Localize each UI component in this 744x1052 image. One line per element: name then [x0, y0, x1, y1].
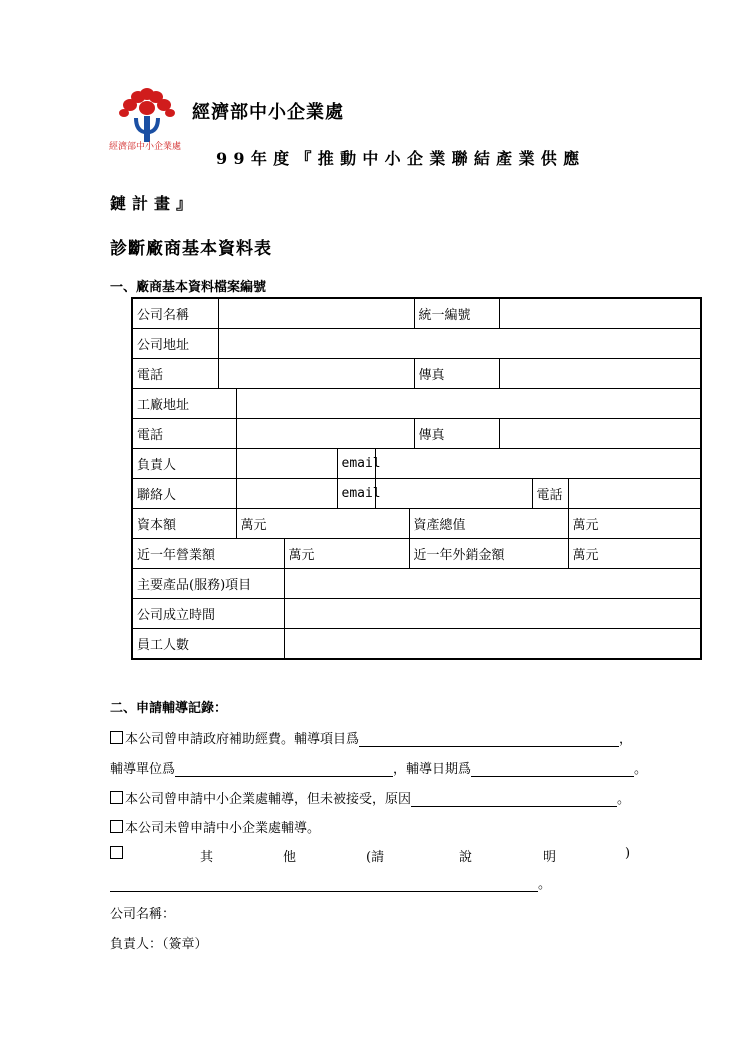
label-contact-email: email [337, 479, 375, 509]
total-assets-unit: 萬元 [572, 518, 599, 533]
label-main-products: 主要產品(服務)項目 [132, 569, 284, 599]
unified-no-field[interactable] [499, 298, 701, 329]
checkbox-gov-subsidy[interactable] [110, 731, 123, 744]
table-row [132, 569, 701, 599]
date-label: ，輔導日期爲 [393, 762, 472, 777]
item1-date-field[interactable] [471, 762, 634, 777]
employees-field[interactable] [284, 629, 701, 660]
company-fax-field[interactable] [499, 359, 701, 389]
annual-revenue-field[interactable] [284, 539, 409, 569]
label-company-name: 公司名稱 [132, 298, 218, 329]
other-explain-field[interactable] [110, 877, 538, 892]
label-company-address: 公司地址 [132, 329, 218, 359]
responsible-person-field[interactable] [236, 449, 337, 479]
other-char: 其 [200, 850, 214, 865]
factory-address-field[interactable] [236, 389, 701, 419]
company-name-field[interactable] [218, 298, 414, 329]
record-item-2-text: 本公司曾申請中小企業處輔導，但未被接受，原因 [125, 792, 412, 807]
label-unified-no: 統一編號 [414, 298, 499, 329]
other-char: 說 [459, 850, 473, 865]
label-company-phone: 電話 [132, 359, 218, 389]
other-char: 明 [543, 850, 557, 865]
export-value-unit: 萬元 [572, 548, 599, 563]
item1-project-field[interactable] [359, 732, 619, 747]
label-company-fax: 傳真 [414, 359, 499, 389]
record-item-1-details [110, 758, 647, 777]
table-row [132, 298, 701, 329]
label-employees: 員工人數 [132, 629, 284, 660]
checkbox-other[interactable] [110, 846, 123, 859]
label-responsible-person: 負責人 [132, 449, 236, 479]
logo-caption: 經濟部中小企業處 [109, 142, 182, 152]
other-char: (請 [366, 850, 385, 865]
label-factory-phone: 電話 [132, 419, 236, 449]
period: 。 [634, 762, 648, 777]
agency-logo-icon [116, 88, 176, 144]
label-contact-phone: 電話 [532, 479, 568, 509]
other-char: 他 [283, 850, 297, 865]
label-responsible-email: email [337, 449, 375, 479]
label-capital: 資本額 [132, 509, 236, 539]
period: 。 [617, 792, 631, 807]
unit-label: 輔導單位爲 [110, 762, 176, 777]
reject-reason-field[interactable] [411, 792, 617, 807]
record-item-1-text: 本公司曾申請政府補助經費。輔導項目爲 [125, 732, 360, 747]
period: 。 [538, 877, 552, 892]
company-phone-field[interactable] [218, 359, 414, 389]
total-assets-field[interactable] [568, 509, 701, 539]
record-item-other [110, 846, 644, 865]
established-field[interactable] [284, 599, 701, 629]
factory-phone-field[interactable] [236, 419, 414, 449]
contact-phone-field[interactable] [568, 479, 701, 509]
company-address-field[interactable] [218, 329, 701, 359]
contact-email-field[interactable] [375, 479, 532, 509]
main-products-field[interactable] [284, 569, 701, 599]
table-row [132, 599, 701, 629]
record-item-2 [110, 788, 630, 807]
table-row [132, 419, 701, 449]
label-contact-person: 聯絡人 [132, 479, 236, 509]
other-char: ) [625, 846, 631, 861]
record-item-1-end: ， [619, 732, 633, 747]
capital-field[interactable] [236, 509, 409, 539]
table-row [132, 389, 701, 419]
export-value-field[interactable] [568, 539, 701, 569]
label-factory-fax: 傳真 [414, 419, 499, 449]
contact-person-field[interactable] [236, 479, 337, 509]
plan-title-line1: 99年度『推動中小企業聯結產業供應 [216, 149, 586, 168]
table-row [132, 449, 701, 479]
factory-fax-field[interactable] [499, 419, 701, 449]
table-row [132, 539, 701, 569]
agency-name: 經濟部中小企業處 [192, 102, 344, 123]
label-factory-address: 工廠地址 [132, 389, 236, 419]
label-annual-revenue: 近一年營業額 [132, 539, 284, 569]
table-row [132, 359, 701, 389]
label-total-assets: 資產總值 [409, 509, 568, 539]
annual-revenue-unit: 萬元 [288, 548, 315, 563]
item1-unit-field[interactable] [175, 762, 393, 777]
label-export-value: 近一年外銷金額 [409, 539, 568, 569]
record-item-other-line [110, 873, 551, 892]
checkbox-never-applied[interactable] [110, 820, 123, 833]
company-info-table [131, 297, 702, 660]
record-item-3-text: 本公司未曾申請中小企業處輔導。 [125, 821, 321, 836]
table-row [132, 479, 701, 509]
table-row [132, 629, 701, 660]
label-established: 公司成立時間 [132, 599, 284, 629]
plan-title-line2: 鏈計畫』 [110, 194, 199, 213]
capital-unit: 萬元 [240, 518, 267, 533]
form-title: 診斷廠商基本資料表 [110, 239, 272, 259]
responsible-sign-label: 負責人：（簽章） [110, 937, 208, 952]
section2-heading: 二、申請輔導記錄： [110, 701, 228, 716]
table-row [132, 509, 701, 539]
responsible-email-field[interactable] [375, 449, 701, 479]
company-name-sign-label: 公司名稱： [110, 907, 176, 922]
record-item-1 [110, 728, 632, 747]
checkbox-rejected[interactable] [110, 791, 123, 804]
section1-heading: 一、廠商基本資料檔案編號 [110, 280, 267, 295]
table-row [132, 329, 701, 359]
record-item-3 [110, 817, 320, 836]
